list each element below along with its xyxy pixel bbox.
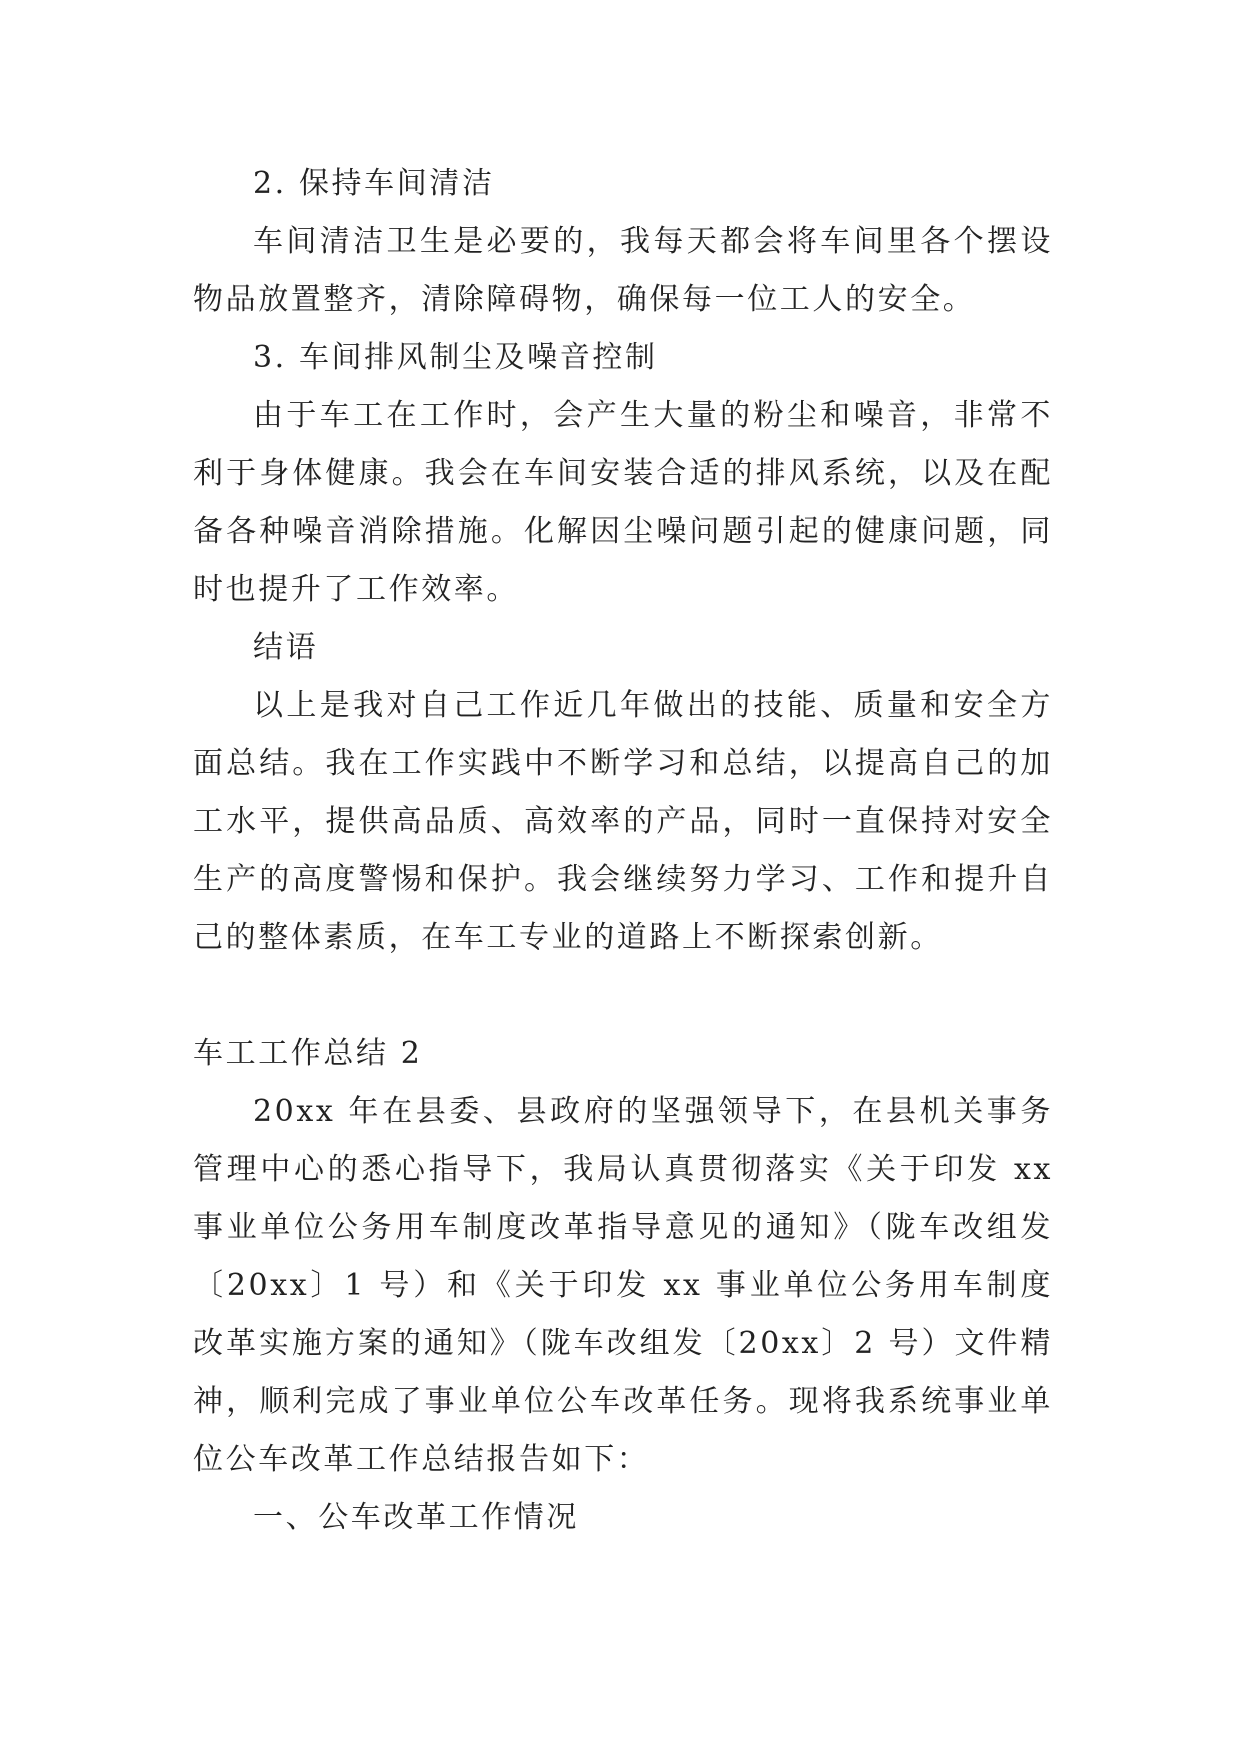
section1-heading: 一、公车改革工作情况 bbox=[253, 1500, 579, 1535]
item3-heading: 3. 车间排风制尘及噪音控制 bbox=[253, 340, 658, 375]
section-title-2: 车工工作总结 2 bbox=[193, 1036, 423, 1071]
conclusion-heading: 结语 bbox=[253, 630, 319, 665]
item3-paragraph: 由于车工在工作时，会产生大量的粉尘和噪音，非常不利于身体健康。我会在车间安装合适的排风系统，以及在配备各种噪音消除措施。化解因尘噪问题引起的健康问题，同时也提升了工作效率。 bbox=[193, 398, 1053, 607]
item2-heading: 2. 保持车间清洁 bbox=[253, 166, 495, 201]
conclusion-paragraph: 以上是我对自己工作近几年做出的技能、质量和安全方面总结。我在工作实践中不断学习和总结，以提高自己的加工水平，提供高品质、高效率的产品，同时一直保持对安全生产的高度警惕和保护。我会继续努力学习、工作和提升自己的整体素质，在车工专业的道路上不断探索创新。 bbox=[193, 688, 1053, 955]
intro-paragraph: 20xx 年在县委、县政府的坚强领导下，在县机关事务管理中心的悉心指导下，我局认真贯彻落实《关于印发 xx 事业单位公务用车制度改革指导意见的通知》（陇车改组发〔20xx〕1 号）和《关于印发 xx 事业单位公务用车制度改革实施方案的通知》（陇车改组发〔20xx〕2 号）文件精神，顺利完成了事业单位公车改革任务。现将我系统事业单位公车改革工作总结报告如下： bbox=[193, 1094, 1053, 1477]
document-body bbox=[193, 155, 1053, 1547]
item2-paragraph: 车间清洁卫生是必要的，我每天都会将车间里各个摆设物品放置整齐，清除障碍物，确保每一位工人的安全。 bbox=[193, 224, 1053, 317]
